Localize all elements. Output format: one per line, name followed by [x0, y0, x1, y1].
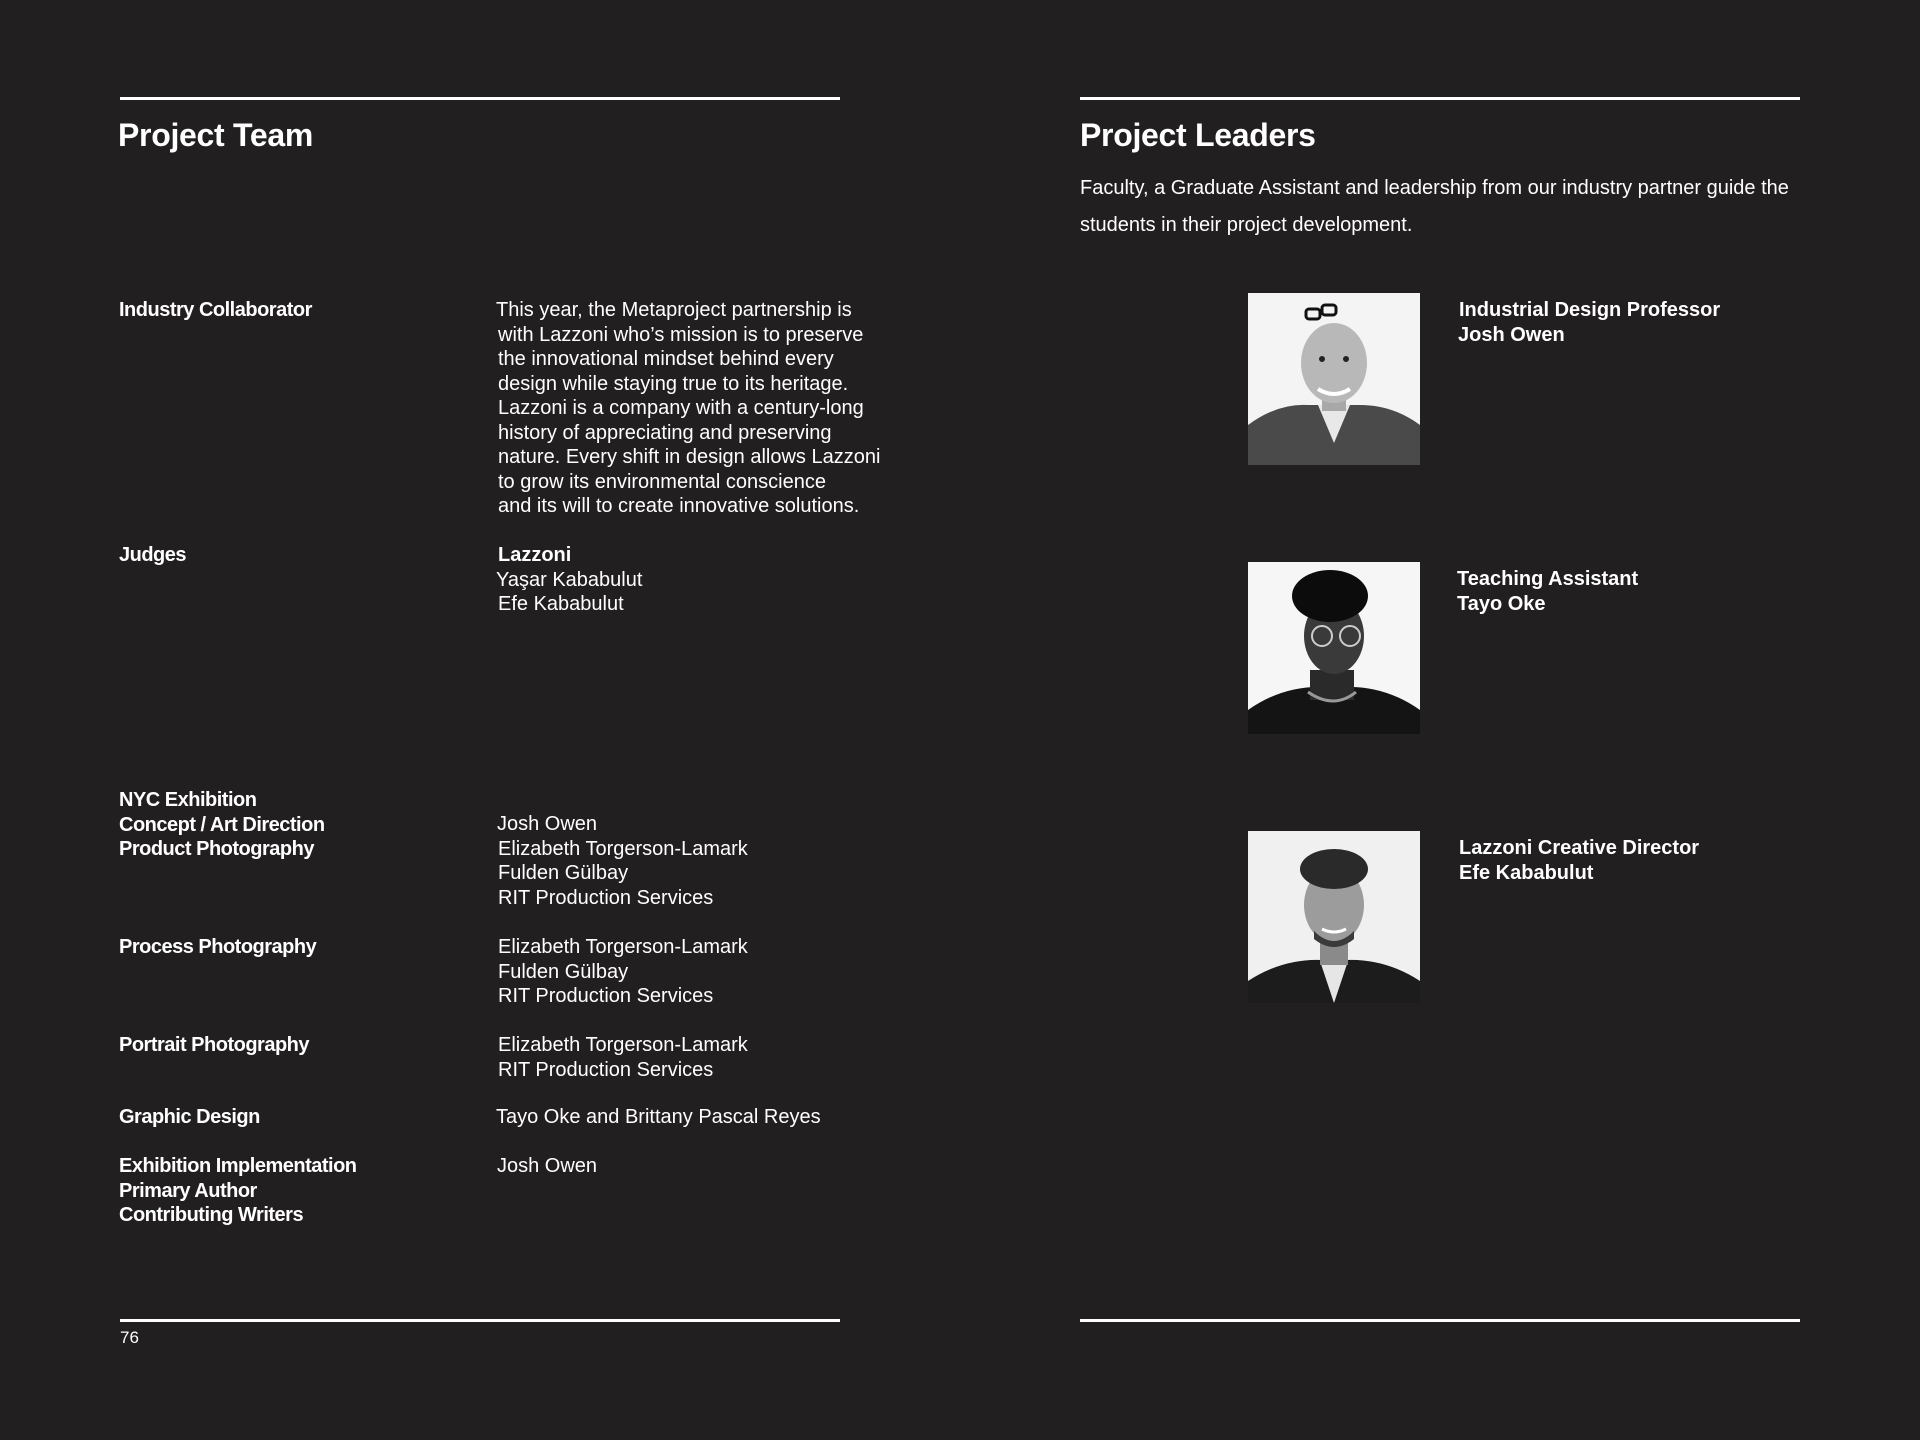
judge-name: Yaşar Kababulut: [496, 568, 643, 591]
credit-name: RIT Production Services: [498, 886, 714, 909]
label-concept-art-direction: Concept / Art Direction: [119, 813, 325, 836]
industry-text-line: Lazzoni is a company with a century-long: [498, 397, 864, 419]
leader-name: Tayo Oke: [1457, 592, 1546, 615]
credit-name: Fulden Gülbay: [498, 960, 629, 983]
judges-company: Lazzoni: [498, 544, 572, 566]
industry-collaborator-text: [496, 298, 880, 519]
industry-text-line: nature. Every shift in design allows Lazzoni: [498, 446, 881, 468]
portrait-efe-kababulut-image: [1248, 831, 1420, 1003]
industry-text-line: and its will to create innovative solutions.: [498, 495, 860, 517]
label-nyc-exhibition: NYC Exhibition: [119, 789, 257, 811]
label-graphic-design: Graphic Design: [119, 1106, 260, 1128]
portrait-photo-josh-owen: [1248, 293, 1420, 465]
portrait-photo-efe-kababulut: [1248, 831, 1420, 1003]
leader-josh-owen: [1459, 298, 1720, 347]
leader-tayo-oke: [1457, 567, 1638, 616]
portrait-photo-tayo-oke: [1248, 562, 1420, 734]
labels-nyc-exhibition: [119, 788, 325, 862]
label-judges: Judges: [119, 544, 187, 566]
label-industry-collaborator: Industry Collaborator: [119, 299, 312, 321]
judges-values: [498, 543, 642, 617]
label-process-photography: Process Photography: [119, 936, 317, 958]
process-values: [498, 935, 748, 1009]
portrait-josh-owen-image: [1248, 293, 1420, 465]
credit-name: Elizabeth Torgerson-Lamark: [498, 837, 748, 860]
right-bottom-rule: [1080, 1319, 1800, 1322]
label-exhibition-implementation: Exhibition Implementation: [119, 1155, 357, 1177]
graphic-design-value: Tayo Oke and Brittany Pascal Reyes: [496, 1106, 821, 1128]
leader-name: Efe Kababulut: [1459, 861, 1594, 884]
leader-role: Teaching Assistant: [1457, 568, 1639, 590]
credit-name: Fulden Gülbay: [498, 862, 629, 884]
exhibition-value: Josh Owen: [497, 1155, 598, 1177]
leader-name: Josh Owen: [1458, 323, 1565, 346]
leader-role: Industrial Design Professor: [1459, 299, 1721, 321]
credit-name: RIT Production Services: [498, 1058, 714, 1081]
portrait-tayo-oke-image: [1248, 562, 1420, 734]
industry-text-line: history of appreciating and preserving: [498, 421, 832, 444]
left-top-rule: [120, 97, 840, 100]
industry-text-line: the innovational mindset behind every: [498, 348, 834, 370]
credit-name: RIT Production Services: [498, 985, 714, 1007]
label-portrait-photography: Portrait Photography: [119, 1034, 310, 1056]
portrait-values: [498, 1033, 748, 1082]
page-title-project-leaders: Project Leaders: [1080, 117, 1316, 153]
credit-name: Elizabeth Torgerson-Lamark: [498, 936, 748, 958]
label-product-photography: Product Photography: [119, 838, 314, 860]
leader-role: Lazzoni Creative Director: [1459, 837, 1700, 859]
leaders-intro: Faculty, a Graduate Assistant and leadership from our industry partner guide the students in their project development.: [1080, 177, 1789, 236]
industry-text-line: This year, the Metaproject partnership is: [496, 299, 852, 321]
credit-name: Elizabeth Torgerson-Lamark: [498, 1034, 748, 1056]
nyc-values: [497, 812, 748, 910]
right-top-rule: [1080, 97, 1800, 100]
credit-name: Josh Owen: [497, 813, 598, 835]
judge-name: Efe Kababulut: [498, 593, 624, 615]
industry-text-line: with Lazzoni who’s mission is to preserve: [498, 323, 864, 346]
label-contributing-writers: Contributing Writers: [119, 1204, 304, 1226]
page-title-project-team: Project Team: [118, 117, 313, 153]
left-bottom-rule: [120, 1319, 840, 1322]
labels-exhibition: [119, 1154, 357, 1228]
label-primary-author: Primary Author: [119, 1179, 257, 1202]
leader-efe-kababulut: [1459, 836, 1699, 885]
industry-text-line: design while staying true to its heritage.: [498, 372, 849, 395]
page-number: 76: [120, 1328, 139, 1347]
industry-text-line: to grow its environmental conscience: [498, 470, 826, 493]
